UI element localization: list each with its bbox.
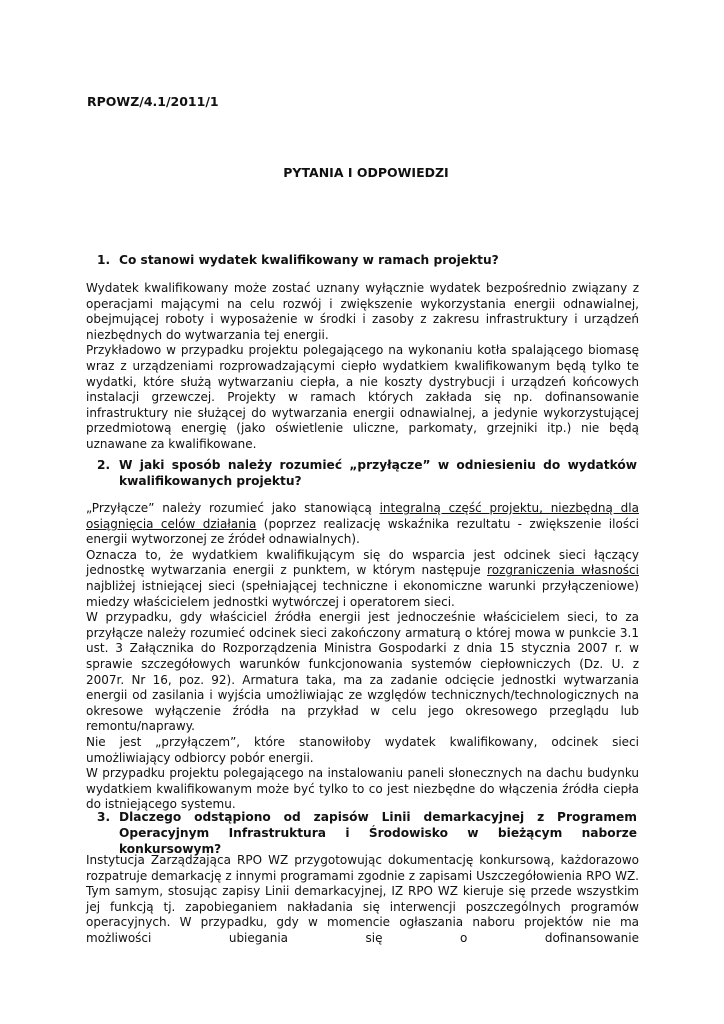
answer-paragraph: Wydatek kwalifikowany może zostać uznany wyłącznie wydatek bezpośrednio związany z operacjami mającymi na celu rozwój i zwiększenie wykorzystania energii odnawialnej, obejmującej roboty i wyposażenie w środki i zasoby z zakresu infrastruktury i urządzeń niezbędnych do wytwarzania tej energii. <box>86 281 639 342</box>
underlined-text: rozgraniczenia własności <box>487 563 639 578</box>
text-span: najbliżej istniejącej sieci (spełniającej techniczne i ekonomiczne warunki przyłączeniowe) miedzy właścicielem jednostki wytwórczej i operatorem sieci. <box>86 578 639 609</box>
question-text: Co stanowi wydatek kwalifikowany w ramach projektu? <box>119 253 499 267</box>
answer-paragraph: Nie jest „przyłączem”, które stanowiłoby wydatek kwalifikowany, odcinek sieci umożliwiający odbiorcy pobór energii. <box>86 734 639 765</box>
answer-paragraph <box>86 501 639 548</box>
question-3 <box>97 809 637 857</box>
answer-paragraph: Instytucja Zarządzająca RPO WZ przygotowując dokumentację konkursową, każdorazowo rozpatruje demarkację z innymi programami zgodnie z zapisami Uszczegółowienia RPO WZ. Tym samym, stosując zapisy Linii demarkacyjnej, IZ RPO WZ kieruje się przede wszystkim jej funkcją tj. zapobieganiem nakładania się interwencji poszczególnych programów operacyjnych. W przypadku, gdy w momencie ogłaszania naboru projektów nie ma możliwości ubiegania się o dofinansowanie <box>86 853 639 945</box>
underlined-text: integralną część projektu, niezbędną dla osiągnięcia celów działania <box>86 501 639 531</box>
answer-3 <box>86 853 639 947</box>
question-2 <box>97 457 637 489</box>
answer-paragraph: Przykładowo w przypadku projektu polegającego na wykonaniu kotła spalającego biomasę wraz z urządzeniami rozprowadzającymi ciepło wydatkiem kwalifikowanym będą tylko te wydatki, które służą wytwarzaniu ciepła, a nie koszty dystrybucji i urządzeń końcowych instalacji grzewczej. Projekty w ramach których zakłada się np. dofinansowanie infrastruktury nie służącej do wytwarzania energii odnawialnej, a jedynie wykorzystującej przedmiotową energię (jako oświetlenie uliczne, parkomaty, grzejniki itp.) nie będą uznawane za kwalifikowane. <box>86 343 639 451</box>
answer-paragraph <box>86 548 639 610</box>
question-number: 1. <box>97 253 111 267</box>
document-title: PYTANIA I ODPOWIEDZI <box>283 165 449 180</box>
question-text: Dlaczego odstąpiono od zapisów Linii demarkacyjnej z Programem Operacyjnym Infrastruktura i Środowisko w bieżącym naborze konkursowym? <box>119 810 637 856</box>
text-span: Oznacza to, że wydatkiem kwalifikującym się do wsparcia jest odcinek sieci łączący jednostkę wytwarzania energii z punktem, w którym następuje <box>86 547 639 578</box>
answer-paragraph: W przypadku projektu polegającego na instalowaniu paneli słonecznych na dachu budynku wydatkiem kwalifikowanym może być tylko to co jest niezbędne do włączenia źródła ciepła do istniejącego systemu. <box>86 766 639 812</box>
text-span: „Przyłącze” należy rozumieć jako stanowiącą <box>86 501 380 515</box>
question-number: 3. <box>97 810 111 824</box>
question-text: W jaki sposób należy rozumieć „przyłącze” w odniesieniu do wydatków kwalifikowanych projektu? <box>119 458 637 488</box>
question-1 <box>97 252 637 268</box>
text-span: (poprzez realizację wskaźnika rezultatu - zwiększenie ilości energii wytworzonej ze źródeł odnawialnych). <box>86 516 640 547</box>
document-reference: RPOWZ/4.1/2011/1 <box>87 94 219 109</box>
answer-2 <box>86 501 639 813</box>
question-number: 2. <box>97 458 111 472</box>
answer-1 <box>86 281 639 453</box>
answer-paragraph: W przypadku, gdy właściciel źródła energii jest jednocześnie właścicielem sieci, to za przyłącze należy rozumieć odcinek sieci zakończony armaturą o której mowa w punkcie 3.1 ust. 3 Załącznika do Rozporządzenia Ministra Gospodarki z dnia 15 stycznia 2007 r. w sprawie szczegółowych warunków funkcjonowania systemów ciepłowniczych (Dz. U. z 2007r. Nr 16, poz. 92). Armatura taka, ma za zadanie odcięcie jednostki wytwarzania energii od zasilania i wyjścia umożliwiając ze względów technicznych/technologicznych na okresowe wyłączenie źródła na przykład w celu jego okresowego przeglądu lub remontu/naprawy. <box>86 610 639 734</box>
